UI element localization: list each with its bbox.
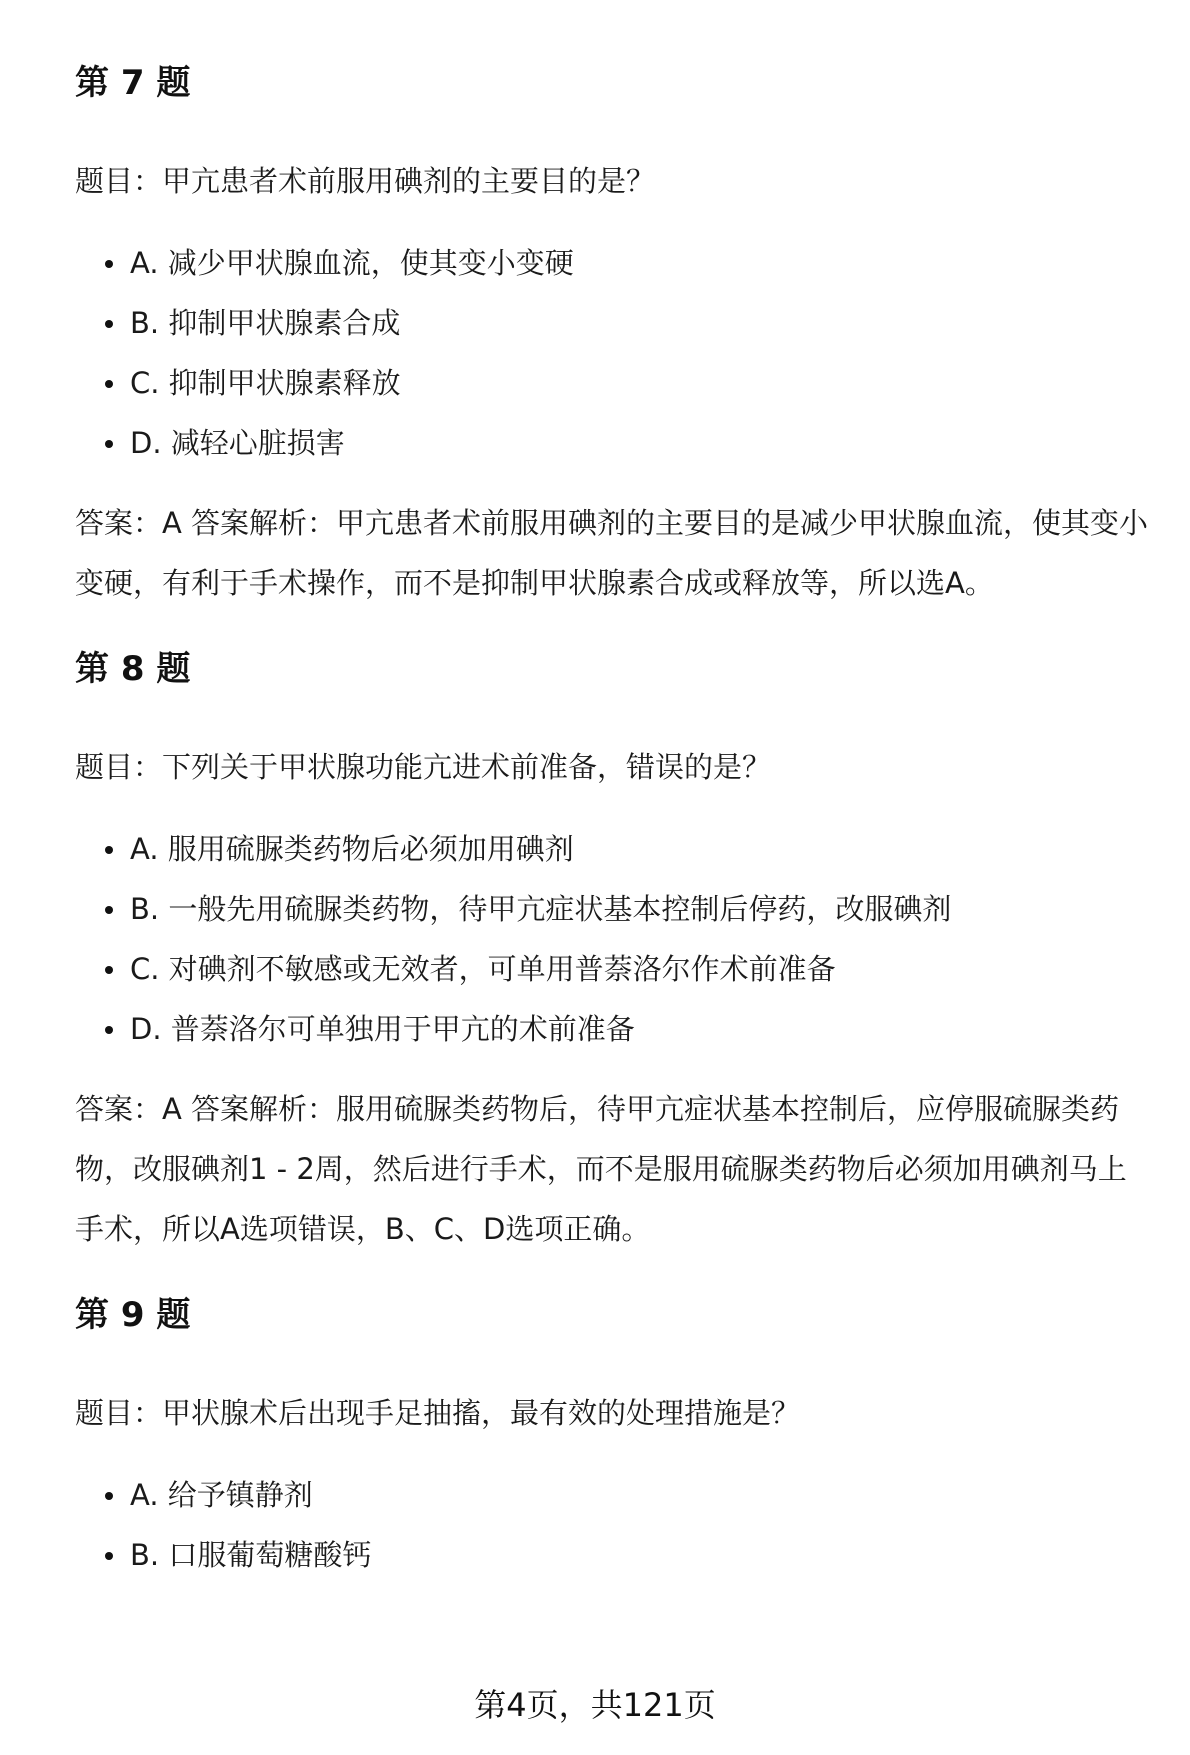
option-a: A. 给予镇静剂 bbox=[75, 1465, 1155, 1525]
option-d: D. 普萘洛尔可单独用于甲亢的术前准备 bbox=[75, 999, 1155, 1059]
question-7 bbox=[75, 55, 1155, 613]
option-a: A. 减少甲状腺血流，使其变小变硬 bbox=[75, 233, 1155, 293]
option-d: D. 减轻心脏损害 bbox=[75, 413, 1155, 473]
option-b: B. 口服葡萄糖酸钙 bbox=[75, 1525, 1155, 1585]
option-list bbox=[75, 233, 1155, 473]
answer-explanation: 答案：A 答案解析：服用硫脲类药物后，待甲亢症状基本控制后，应停服硫脲类药物，改服碘剂1 - 2周，然后进行手术，而不是服用硫脲类药物后必须加用碘剂马上手术，所以A选项错误，B、C、D选项正确。 bbox=[75, 1092, 1127, 1246]
question-title: 第 7 题 bbox=[75, 63, 191, 103]
option-list bbox=[75, 1465, 1155, 1585]
question-text: 题目：甲亢患者术前服用碘剂的主要目的是？ bbox=[75, 164, 656, 198]
answer-explanation: 答案：A 答案解析：甲亢患者术前服用碘剂的主要目的是减少甲状腺血流，使其变小变硬，有利于手术操作，而不是抑制甲状腺素合成或释放等，所以选A。 bbox=[75, 506, 1149, 600]
question-title: 第 8 题 bbox=[75, 649, 191, 689]
option-list bbox=[75, 819, 1155, 1059]
option-a: A. 服用硫脲类药物后必须加用碘剂 bbox=[75, 819, 1155, 879]
question-title: 第 9 题 bbox=[75, 1295, 191, 1335]
question-text: 题目：下列关于甲状腺功能亢进术前准备，错误的是？ bbox=[75, 750, 772, 784]
question-text: 题目：甲状腺术后出现手足抽搐，最有效的处理措施是？ bbox=[75, 1396, 801, 1430]
page-number: 第4页，共121页 bbox=[474, 1686, 716, 1724]
question-9 bbox=[75, 1287, 1155, 1585]
document-page bbox=[75, 55, 1155, 1605]
option-b: B. 一般先用硫脲类药物，待甲亢症状基本控制后停药，改服碘剂 bbox=[75, 879, 1155, 939]
option-b: B. 抑制甲状腺素合成 bbox=[75, 293, 1155, 353]
option-c: C. 对碘剂不敏感或无效者，可单用普萘洛尔作术前准备 bbox=[75, 939, 1155, 999]
question-8 bbox=[75, 641, 1155, 1259]
option-c: C. 抑制甲状腺素释放 bbox=[75, 353, 1155, 413]
